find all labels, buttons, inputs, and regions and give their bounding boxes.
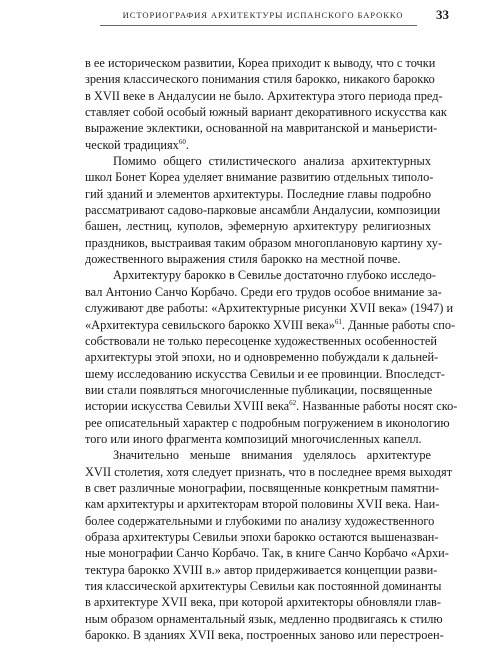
paragraph xyxy=(85,153,443,267)
footnote-ref[interactable]: 61 xyxy=(334,317,342,326)
text-line xyxy=(85,611,443,627)
text-line xyxy=(85,496,440,512)
text-line xyxy=(85,545,449,561)
text-line xyxy=(85,447,431,463)
line-text: барокко. В зданиях XVII века, построенных заново или перестроен- xyxy=(85,628,444,643)
line-text: истории искусства Севильи XVIII века xyxy=(85,399,290,414)
line-text: «Архитектура севильского барокко XVIII века» xyxy=(85,317,335,332)
line-text: вии стали появляться многочисленные публикации, посвященные xyxy=(85,382,433,397)
text-line xyxy=(85,398,458,414)
text-line xyxy=(85,382,431,398)
text-line xyxy=(85,431,431,447)
line-text: XVII столетия, хотя следует признать, что в последнее время выходят xyxy=(85,464,453,479)
line-text: рассматривают садово-парковые ансамбли Андалусии, композиции xyxy=(85,203,441,218)
line-text: в XVII веке в Андалусии не было. Архитектура этого периода пред- xyxy=(85,88,443,103)
line-text: школ Бонет Кореа уделяет внимание развитию отдельных типоло- xyxy=(85,170,434,185)
text-line xyxy=(85,480,440,496)
text-line xyxy=(85,186,431,202)
line-text: того или иного фрагмента композиций многочисленных капелл. xyxy=(85,431,422,446)
text-line xyxy=(85,104,447,120)
line-text: праздников, выстраивая таким образом многоплановую картину ху- xyxy=(85,235,443,250)
footnote-ref[interactable]: 62 xyxy=(289,399,297,408)
line-text: ные монографии Санчо Корбачо. Так, в книге Санчо Корбачо «Архи- xyxy=(85,546,449,561)
text-line xyxy=(85,267,436,283)
line-text: в ее историческом развитии, Кореа приходит к выводу, что с точки xyxy=(85,56,436,70)
line-text: вал Антонио Санчо Корбачо. Среди его трудов особое внимание за- xyxy=(85,284,442,299)
text-line xyxy=(85,137,431,153)
line-text: тектура барокко XVIII в.» автор придерживается концепции разви- xyxy=(85,562,438,577)
text-line xyxy=(85,218,431,234)
line-text: Помимо общего стилистического анализа архитектурных xyxy=(113,154,431,169)
page-number: 33 xyxy=(436,7,449,22)
paragraph xyxy=(85,447,453,643)
text-line xyxy=(85,627,444,643)
line-text: ным образом орнаментальный язык, медленно продвигаясь к стилю xyxy=(85,611,443,626)
text-line xyxy=(85,202,441,218)
line-text: архитектуры этой эпохи, но и одновременно побуждали к дальней- xyxy=(85,350,439,365)
text-line xyxy=(85,284,442,300)
paragraph xyxy=(85,55,447,153)
text-line xyxy=(85,366,445,382)
text-line xyxy=(85,169,434,185)
text-line xyxy=(85,415,450,431)
text-line xyxy=(85,120,438,136)
text-line xyxy=(85,71,435,87)
line-text: ставляет собой особый южный вариант декоративного искусства как xyxy=(85,105,447,120)
text-line xyxy=(85,349,439,365)
paragraph xyxy=(85,267,458,447)
line-text: образа архитектуры Севильи эпохи барокко остаются вышеназван- xyxy=(85,529,439,544)
text-line xyxy=(85,594,441,610)
line-text: Значительно меньше внимания уделялось архитектуре xyxy=(113,448,431,463)
text-line xyxy=(85,88,443,104)
line-text: зрения классического понимания стиля барокко, никакого барокко xyxy=(85,72,435,87)
line-text: служивают две работы: «Архитектурные рисунки XVII века» (1947) и xyxy=(85,301,454,316)
line-text: ческой традициях xyxy=(85,137,179,152)
text-line xyxy=(85,464,453,480)
text-line xyxy=(85,529,439,545)
line-text: гий зданий и элементов архитектуры. Последние главы подробно xyxy=(85,186,431,201)
text-line xyxy=(85,578,442,594)
body-text xyxy=(85,55,458,643)
header-rule xyxy=(100,25,417,26)
text-line xyxy=(85,562,438,578)
line-text: в свет различные монографии, посвященные конкретным памятни- xyxy=(85,480,440,495)
line-text-tail: . Названные работы носят ско- xyxy=(296,399,458,414)
line-text-tail: . Данные работы спо- xyxy=(341,317,456,332)
line-text: дожественного выражения стиля барокко на местной почве. xyxy=(85,252,401,267)
footnote-ref[interactable]: 60 xyxy=(178,137,186,146)
line-text: более содержательными и глубокими по анализу художественного xyxy=(85,513,435,528)
line-text: башен, лестниц, куполов, эфемерную архитектуру религиозных xyxy=(85,219,431,234)
text-line xyxy=(85,333,437,349)
line-text: в архитектуре XVII века, при которой архитекторы обновляли глав- xyxy=(85,595,441,610)
text-line xyxy=(85,55,436,71)
line-text: Архитектуру барокко в Севилье достаточно глубоко исследо- xyxy=(113,268,436,283)
line-text: тия классической архитектуры Севильи как постоянной доминанты xyxy=(85,579,442,593)
line-text: выражение эклектики, основанной на мавританской и маньеристи- xyxy=(85,121,438,136)
line-text: кам архитектуры и архитекторам второй половины XVII века. Наи- xyxy=(85,497,440,512)
text-line xyxy=(85,317,456,333)
line-text: рее описательный характер с подробным погружением в иконологию xyxy=(85,415,450,430)
text-line xyxy=(85,153,431,169)
line-text: шему исследованию искусства Севильи и ее провинции. Впоследст- xyxy=(85,366,445,381)
line-text-tail: . xyxy=(185,137,189,152)
running-head: ИСТОРИОГРАФИЯ АРХИТЕКТУРЫ ИСПАНСКОГО БАРОККО xyxy=(122,10,404,20)
text-line xyxy=(85,251,431,267)
text-line xyxy=(85,513,435,529)
text-line xyxy=(85,235,443,251)
text-line xyxy=(85,300,454,316)
line-text: собствовали не только пересоценке художественных особенностей xyxy=(85,333,437,348)
